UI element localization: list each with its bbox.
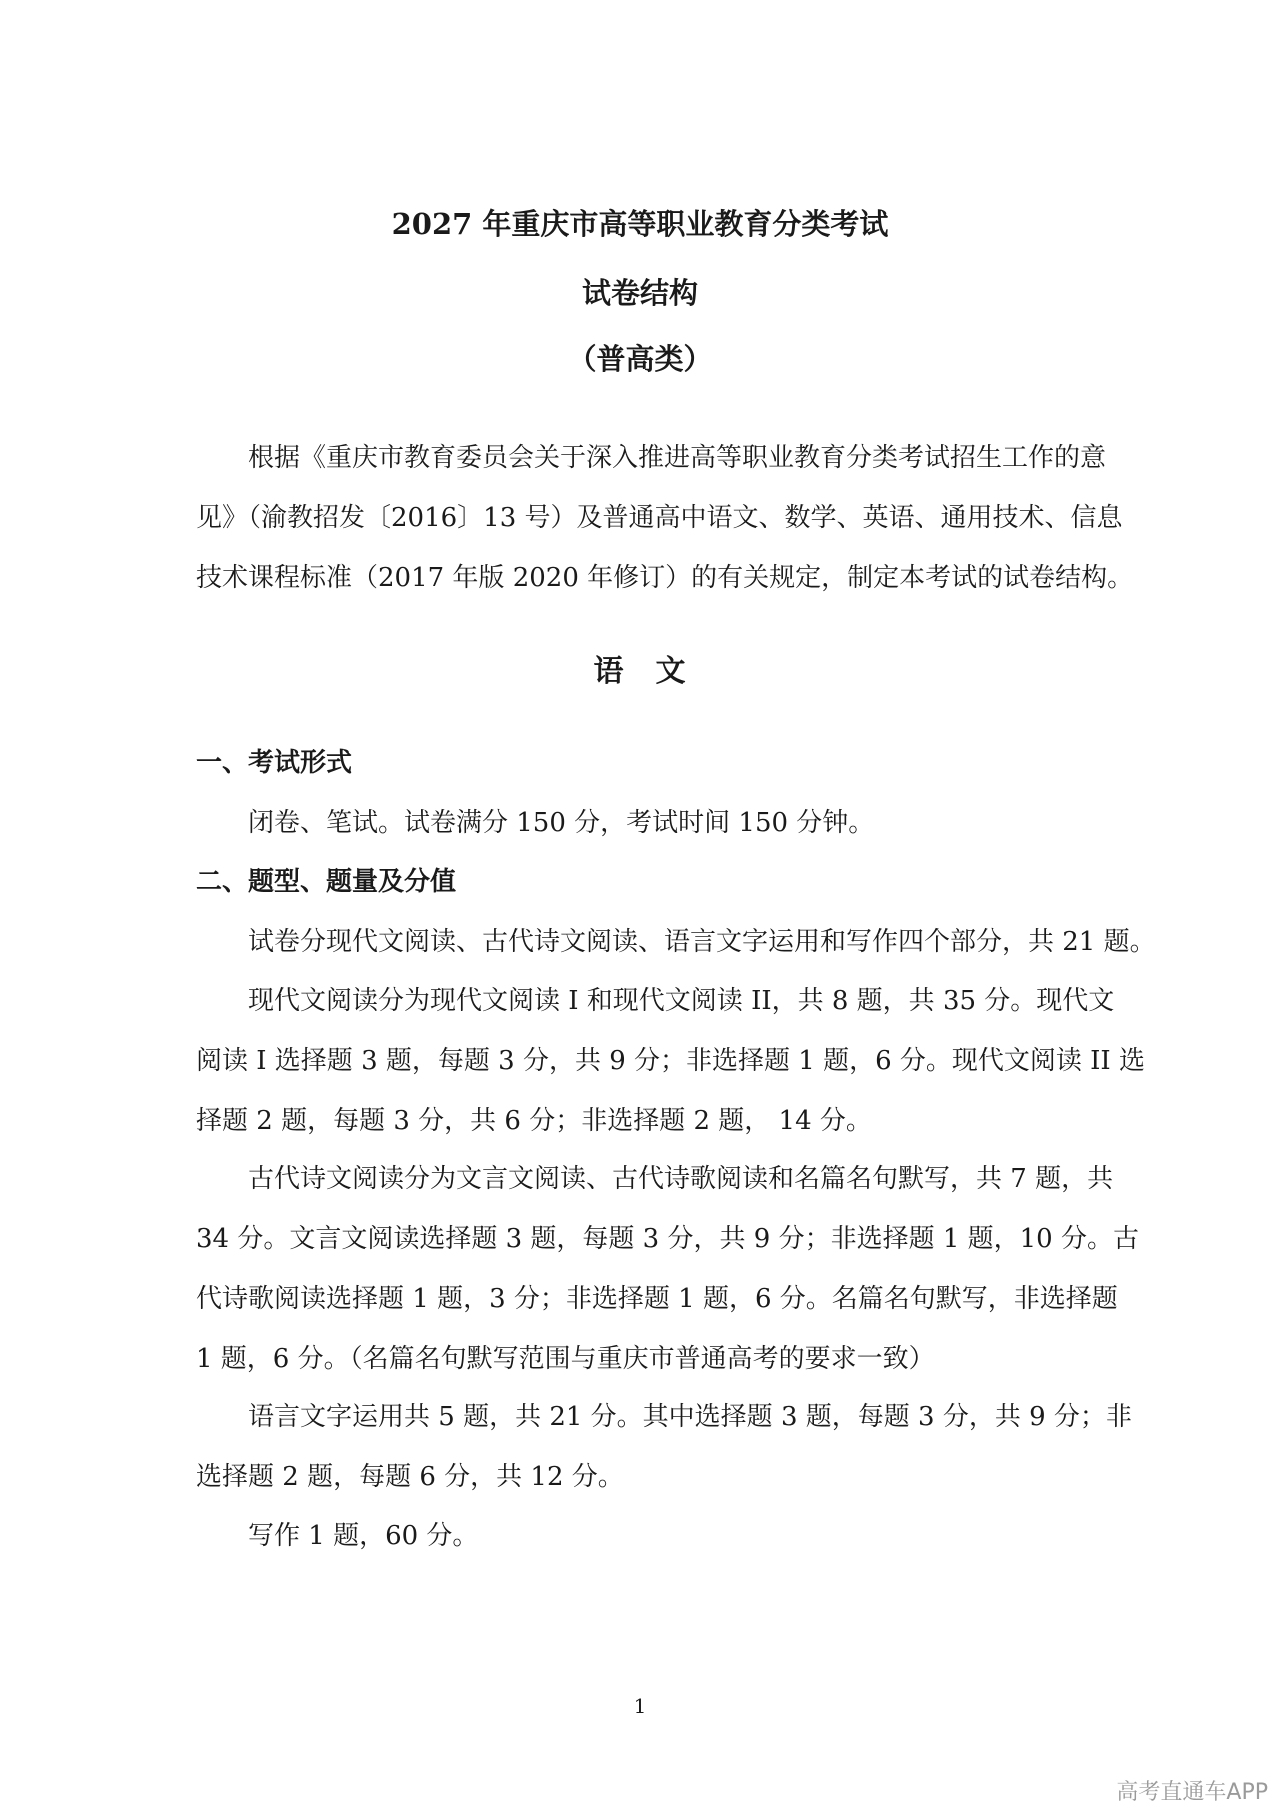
intro-paragraph <box>196 428 1134 608</box>
paragraph-line: 1 题，6 分。（名篇名句默写范围与重庆市普通高考的要求一致） <box>196 1344 935 1374</box>
question-types-paragraph <box>196 912 1156 972</box>
section-heading-question-types: 二、题型、题量及分值 <box>196 867 457 897</box>
paragraph-line: 择题 2 题，每题 3 分，共 6 分；非选择题 2 题， 14 分。 <box>196 1106 872 1136</box>
document-subtitle: 试卷结构 <box>581 276 698 310</box>
writing-paragraph <box>196 1506 1096 1566</box>
exam-format-paragraph <box>196 793 1096 853</box>
watermark: 高考直通车APP <box>1116 1780 1268 1805</box>
paragraph-line: 代诗歌阅读选择题 1 题，3 分；非选择题 1 题，6 分。名篇名句默写，非选择题 <box>196 1284 1118 1314</box>
language-use-paragraph <box>196 1387 1132 1507</box>
subject-title: 语 文 <box>593 654 687 689</box>
paragraph-line: 古代诗文阅读分为文言文阅读、古代诗歌阅读和名篇名句默写，共 7 题，共 <box>248 1164 1114 1194</box>
document-category: （普高类） <box>567 342 713 376</box>
intro-line: 技术课程标准（2017 年版 2020 年修订）的有关规定，制定本考试的试卷结构。 <box>196 563 1134 593</box>
page-number: 1 <box>633 1694 647 1718</box>
document-title: 2027 年重庆市高等职业教育分类考试 <box>391 207 889 241</box>
section-heading-exam-format: 一、考试形式 <box>196 748 353 778</box>
intro-line: 根据《重庆市教育委员会关于深入推进高等职业教育分类考试招生工作的意 <box>248 443 1107 473</box>
paragraph-line: 试卷分现代文阅读、古代诗文阅读、语言文字运用和写作四个部分，共 21 题。 <box>248 927 1156 957</box>
intro-line: 见》（渝教招发〔2016〕13 号）及普通高中语文、数学、英语、通用技术、信息 <box>196 503 1123 533</box>
paragraph-line: 语言文字运用共 5 题，共 21 分。其中选择题 3 题，每题 3 分，共 9 分；非 <box>248 1402 1132 1432</box>
paragraph-line: 现代文阅读分为现代文阅读 I 和现代文阅读 II，共 8 题，共 35 分。现代文 <box>248 986 1115 1016</box>
classical-reading-paragraph <box>196 1149 1139 1389</box>
paragraph-line: 写作 1 题，60 分。 <box>248 1521 479 1551</box>
paragraph-line: 选择题 2 题，每题 6 分，共 12 分。 <box>196 1462 624 1492</box>
paragraph-line: 闭卷、笔试。试卷满分 150 分，考试时间 150 分钟。 <box>248 808 875 838</box>
modern-reading-paragraph <box>196 971 1145 1151</box>
paragraph-line: 34 分。文言文阅读选择题 3 题，每题 3 分，共 9 分；非选择题 1 题，10 分。古 <box>196 1224 1139 1254</box>
paragraph-line: 阅读 I 选择题 3 题，每题 3 分，共 9 分；非选择题 1 题，6 分。现代文阅读 II 选 <box>196 1046 1145 1076</box>
